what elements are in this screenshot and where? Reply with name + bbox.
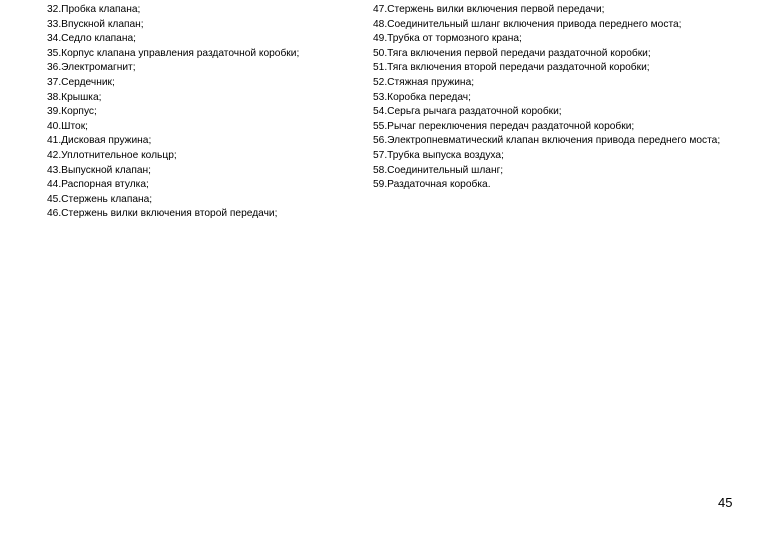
legend-item-34: 34.Седло клапана; xyxy=(47,33,136,45)
legend-right-column xyxy=(373,3,753,193)
page-number: 45 xyxy=(718,495,733,510)
legend-item-51: 51.Тяга включения второй передачи раздаточной коробки; xyxy=(373,62,650,74)
legend-item-55: 55.Рычаг переключения передач раздаточной коробки; xyxy=(373,120,635,132)
legend-item-47: 47.Стержень вилки включения первой передачи; xyxy=(373,4,605,15)
legend-item-41: 41.Дисковая пружина; xyxy=(47,135,152,147)
legend-item-42: 42.Уплотнительное кольцр; xyxy=(47,149,177,161)
legend-item-45: 45.Стержень клапана; xyxy=(47,193,153,205)
legend-item-56: 56.Электропневматический клапан включения привода переднего моста; xyxy=(373,135,721,147)
legend-item-40: 40.Шток; xyxy=(47,120,89,132)
legend-item-39: 39.Корпус; xyxy=(47,106,97,118)
legend-item-48: 48.Соединительный шланг включения привода переднего моста; xyxy=(373,18,682,30)
legend-item-38: 38.Крышка; xyxy=(47,91,102,103)
legend-item-58: 58.Соединительный шланг; xyxy=(373,164,504,176)
legend-item-53: 53.Коробка передач; xyxy=(373,91,471,103)
legend-item-37: 37.Сердечник; xyxy=(47,76,115,88)
legend-item-49: 49.Трубка от тормозного крана; xyxy=(373,33,522,45)
legend-item-52: 52.Стяжная пружина; xyxy=(373,76,475,88)
legend-item-33: 33.Впускной клапан; xyxy=(47,18,144,30)
legend-left-column xyxy=(47,3,357,222)
legend-item-50: 50.Тяга включения первой передачи раздаточной коробки; xyxy=(373,47,651,59)
legend-item-57: 57.Трубка выпуска воздуха; xyxy=(373,149,504,161)
legend-item-44: 44.Распорная втулка; xyxy=(47,179,149,191)
legend-item-35: 35.Корпус клапана управления раздаточной коробки; xyxy=(47,47,300,59)
legend-item-54: 54.Серьга рычага раздаточной коробки; xyxy=(373,106,562,118)
legend-item-36: 36.Электромагнит; xyxy=(47,62,136,74)
legend-item-43: 43.Выпускной клапан; xyxy=(47,164,151,176)
legend-item-32: 32.Пробка клапана; xyxy=(47,4,141,15)
legend-item-46: 46.Стержень вилки включения второй передачи; xyxy=(47,208,278,220)
legend-item-59: 59.Раздаточная коробка. xyxy=(373,179,491,191)
